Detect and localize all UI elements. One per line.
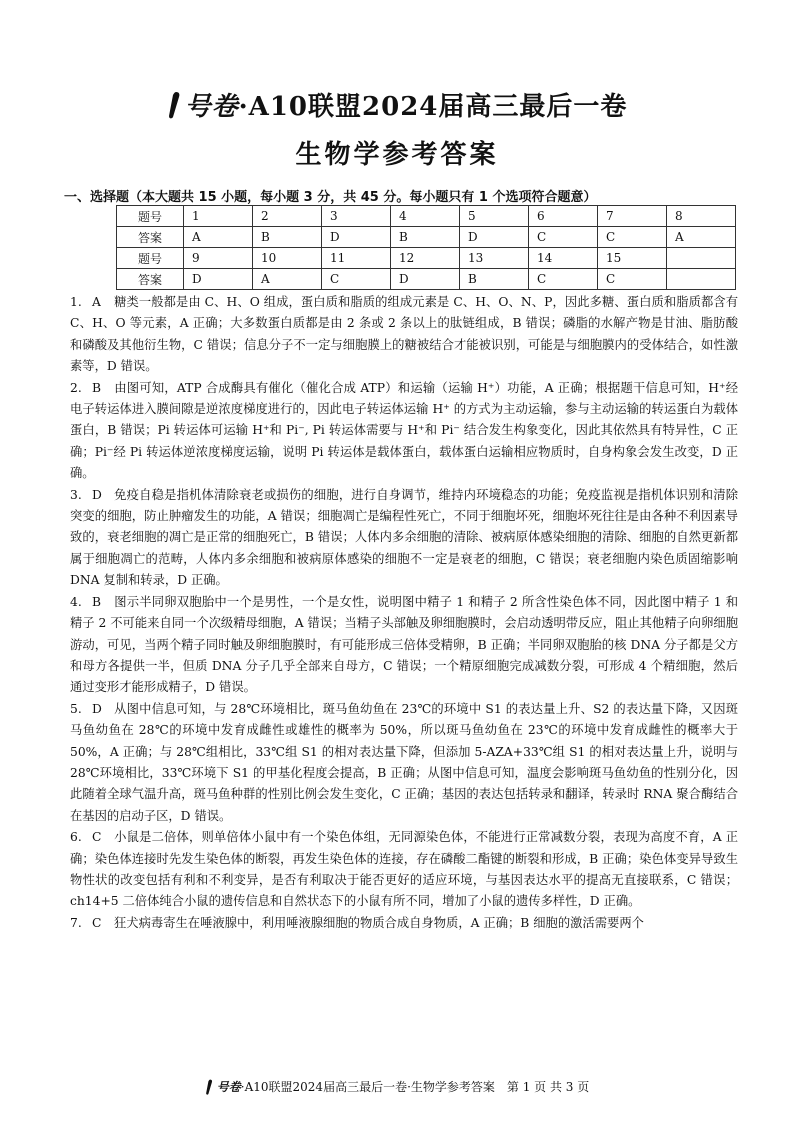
item-explanation-text: 狂犬病毒寄生在唾液腺中，利用唾液腺细胞的物质合成自身物质，A 正确；B 细胞的激活需要两个 bbox=[114, 915, 644, 930]
item-explanation-text: 从图中信息可知，与 28℃环境相比，斑马鱼幼鱼在 23℃的环境中 S1 的表达量上升、S2 的表达量下降，又因斑马鱼幼鱼在 28℃的环境中发育成雌性或雄性的概率为 50%，所以斑马鱼幼鱼在 23℃的环境中发育成雌性的概率大于 50%，A 正确；与 28℃组相比，33℃组 S1 的相对表达量下降，但添加 5-AZA+33℃组 S1 的相对表达量上升，说明与 28℃环境相比，33℃环境下 S1 的甲基化程度会提高，B 正确；从图中信息可知，温度会影响斑马鱼幼鱼的性别分化，因此随着全球气温升高，斑马鱼种群的性别比例会发生变化，C 正确；基因的表达包括转录和翻译，转录时 RNA 聚合酶结合在基因的启动子区，D 错误。 bbox=[70, 701, 738, 823]
item-answer-key: C bbox=[92, 915, 102, 930]
item-explanation-text: 免疫自稳是指机体清除衰老或损伤的细胞，进行自身调节，维持内环境稳态的功能；免疫监视是指机体识别和清除突变的细胞，防止肿瘤发生的功能，A 错误；细胞凋亡是编程性死亡，不同于细胞坏死，细胞坏死往往是由各种不利因素导致的，衰老细胞的凋亡是正常的细胞死亡，B 错误；人体内多余细胞的清除、被病原体感染细胞的清除、细胞的自然更新都属于细胞凋亡的范畴，人体内多余细胞和被病原体感染的细胞不一定是衰老的细胞，C 错误；衰老细胞内染色质固缩影响 DNA 复制和转录，D 正确。 bbox=[70, 487, 738, 588]
answer-table-answer-row bbox=[117, 269, 736, 290]
explanation-item bbox=[70, 592, 738, 699]
section-heading: 一、选择题（本大题共 15 小题，每小题 3 分，共 45 分。每小题只有 1 个选项符合题意） bbox=[64, 190, 597, 205]
item-number: 6. bbox=[70, 830, 82, 845]
item-number: 5. bbox=[70, 701, 82, 716]
item-number: 1. bbox=[70, 295, 82, 309]
item-number: 2. bbox=[70, 380, 82, 395]
answer-cell: D bbox=[322, 227, 391, 248]
item-explanation-text: 由图可知，ATP 合成酶具有催化（催化合成 ATP）和运输（运输 H⁺）功能，A 正确；根据题干信息可知，H⁺经电子转运体进入膜间隙是逆浓度梯度进行的，因此电子转运体运输 H⁺ 的方式为主动运输，参与主动运输的转运蛋白为载体蛋白，B 错误；Pi 转运体可运输 H⁺和 Pi⁻, Pi 转运体需要与 H⁺和 Pi⁻ 结合发生构象变化，因此其依然具有特异性，C 正确；Pi⁻经 Pi 转运体逆浓度梯度运输，说明 Pi 转运体是载体蛋白，载体蛋白运输相应物质时，自身构象会发生改变，D 正确。 bbox=[70, 380, 738, 481]
brush-stroke-logo-icon bbox=[205, 1079, 213, 1098]
answer-cell: C bbox=[322, 269, 391, 290]
answer-cell: A bbox=[184, 227, 253, 248]
explanation-item bbox=[70, 378, 738, 485]
item-answer-key: A bbox=[92, 295, 101, 309]
answer-table bbox=[116, 205, 736, 290]
item-number: 7. bbox=[70, 915, 82, 930]
title-text: ·A10联盟2024届高三最后一卷 bbox=[238, 92, 628, 122]
document-subtitle: 生物学参考答案 bbox=[295, 140, 499, 170]
item-answer-key: D bbox=[92, 487, 102, 502]
answer-table-number-row bbox=[117, 248, 736, 269]
answer-cell: A bbox=[667, 227, 736, 248]
brush-stroke-logo-icon bbox=[167, 91, 181, 126]
item-answer-key: B bbox=[92, 594, 102, 609]
question-number-cell: 14 bbox=[529, 248, 598, 269]
brand-name: 号卷 bbox=[184, 92, 239, 122]
item-answer-key: C bbox=[92, 830, 102, 845]
question-number-cell: 15 bbox=[598, 248, 667, 269]
item-number: 4. bbox=[70, 594, 82, 609]
question-number-cell: 10 bbox=[253, 248, 322, 269]
question-number-cell: 6 bbox=[529, 206, 598, 227]
footer-text: ·A10联盟2024届高三最后一卷·生物学参考答案 第 1 页 共 3 页 bbox=[240, 1080, 590, 1094]
document-title bbox=[0, 86, 794, 126]
row-label-number: 题号 bbox=[117, 248, 184, 269]
answer-cell: C bbox=[598, 227, 667, 248]
question-number-cell: 12 bbox=[391, 248, 460, 269]
explanation-list bbox=[70, 292, 738, 934]
item-explanation-text: 糖类一般都是由 C、H、O 组成，蛋白质和脂质的组成元素是 C、H、O、N、P，因此多糖、蛋白质和脂质都含有 C、H、O 等元素，A 正确；大多数蛋白质都是由 2 条或 2 条以上的肽链组成，B 错误；磷脂的水解产物是甘油、脂肪酸和磷酸及其他衍生物，C 错误；信息分子不一定与细胞膜上的糖被结合才能被识别，可能是与细胞膜内的受体结合，如性激素等，D 错误。 bbox=[70, 295, 738, 374]
question-number-cell: 11 bbox=[322, 248, 391, 269]
page-footer bbox=[0, 1078, 794, 1098]
item-number: 3. bbox=[70, 487, 82, 502]
answer-cell: D bbox=[460, 227, 529, 248]
item-answer-key: D bbox=[92, 701, 102, 716]
row-label-answer: 答案 bbox=[117, 227, 184, 248]
question-number-cell: 5 bbox=[460, 206, 529, 227]
question-number-cell: 13 bbox=[460, 248, 529, 269]
answer-cell: D bbox=[184, 269, 253, 290]
answer-cell: A bbox=[253, 269, 322, 290]
answer-table-answer-row bbox=[117, 227, 736, 248]
explanation-item bbox=[70, 827, 738, 913]
item-explanation-text: 小鼠是二倍体，则单倍体小鼠中有一个染色体组，无同源染色体，不能进行正常减数分裂，表现为高度不育，A 正确；染色体连接时先发生染色体的断裂，再发生染色体的连接，存在磷酸二酯键的断裂和形成，B 正确；染色体变异导致生物性状的改变包括有利和不利变异，是否有利取决于能否更好的适应环境，与基因表达水平的提高无直接联系，C 错误；ch14+5 二倍体纯合小鼠的遗传信息和自然状态下的小鼠有所不同，增加了小鼠的遗传多样性，D 正确。 bbox=[70, 830, 738, 909]
question-number-cell: 4 bbox=[391, 206, 460, 227]
question-number-cell: 3 bbox=[322, 206, 391, 227]
answer-cell: B bbox=[253, 227, 322, 248]
answer-cell bbox=[667, 269, 736, 290]
row-label-answer: 答案 bbox=[117, 269, 184, 290]
item-answer-key: B bbox=[92, 380, 102, 395]
question-number-cell: 2 bbox=[253, 206, 322, 227]
explanation-item bbox=[70, 485, 738, 592]
question-number-cell bbox=[667, 248, 736, 269]
explanation-item bbox=[70, 699, 738, 827]
question-number-cell: 8 bbox=[667, 206, 736, 227]
footer-brand: 号卷 bbox=[216, 1080, 241, 1094]
answer-table-number-row bbox=[117, 206, 736, 227]
item-explanation-text: 图示半同卵双胞胎中一个是男性，一个是女性，说明图中精子 1 和精子 2 所含性染色体不同，因此图中精子 1 和精子 2 不可能来自同一个次级精母细胞，A 错误；当精子头部触及卵细胞膜时，会启动透明带反应，阻止其他精子向卵细胞游动，可见，当两个精子同时触及卵细胞膜时，有可能形成三倍体受精卵，B 正确；半同卵双胞胎的核 DNA 分子都是父方和母方各提供一半，但质 DNA 分子几乎全部来自母方，C 错误；一个精原细胞完成减数分裂，可形成 4 个精细胞，然后通过变形才能形成精子，D 错误。 bbox=[70, 594, 738, 695]
answer-cell: C bbox=[529, 269, 598, 290]
answer-cell: B bbox=[460, 269, 529, 290]
answer-cell: C bbox=[598, 269, 667, 290]
answer-cell: D bbox=[391, 269, 460, 290]
answer-cell: B bbox=[391, 227, 460, 248]
explanation-item bbox=[70, 913, 738, 934]
question-number-cell: 1 bbox=[184, 206, 253, 227]
explanation-item bbox=[70, 292, 738, 378]
answer-cell: C bbox=[529, 227, 598, 248]
row-label-number: 题号 bbox=[117, 206, 184, 227]
question-number-cell: 7 bbox=[598, 206, 667, 227]
question-number-cell: 9 bbox=[184, 248, 253, 269]
